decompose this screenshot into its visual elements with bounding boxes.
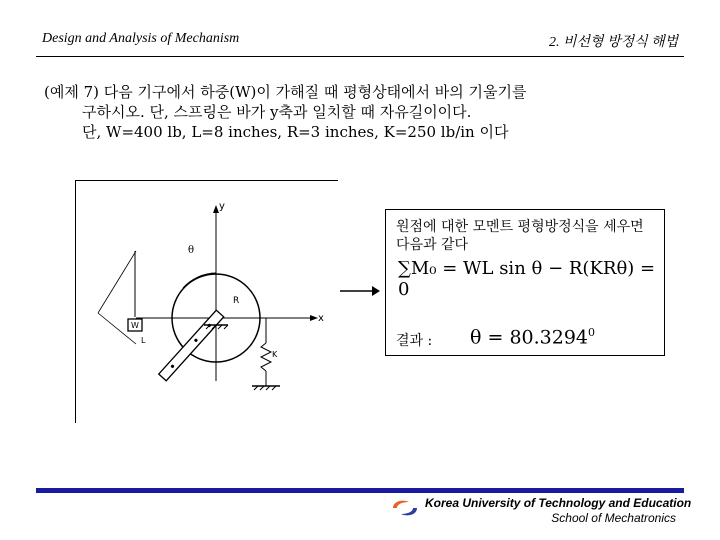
problem-line-2: 구하시오. 단, 스프링은 바가 y축과 일치할 때 자유길이이다. (82, 103, 472, 121)
university-logo-icon (391, 498, 419, 518)
header-course-title: Design and Analysis of Mechanism (42, 31, 240, 46)
result-box (385, 209, 665, 356)
answer-value: θ = 80.3294 (470, 326, 589, 349)
label-theta: θ (188, 245, 195, 256)
x-axis-arrowhead (310, 315, 318, 321)
result-label: 결과 : (396, 333, 433, 349)
theta-arc (183, 273, 216, 288)
result-description: 원점에 대한 모멘트 평형방정식을 세우면 다음과 같다 (396, 219, 644, 253)
label-R: R (233, 296, 240, 306)
bar (159, 310, 224, 381)
problem-line-3: 단, W=400 lb, L=8 inches, R=3 inches, K=250 lb/in 이다 (82, 123, 509, 141)
label-W: W (131, 321, 139, 330)
footer-university: Korea University of Technology and Education (425, 496, 692, 510)
footer-divider (36, 488, 684, 493)
label-x: x (318, 313, 324, 324)
label-L: L (141, 336, 146, 345)
length-extension-line (98, 251, 136, 313)
label-K: K (272, 350, 278, 359)
result-answer (470, 326, 595, 348)
mechanism-diagram (76, 181, 338, 423)
mechanism-figure (75, 180, 338, 423)
problem-line-1: (예제 7) 다음 기구에서 하중(W)이 가해질 때 평형상태에서 바의 기울기를 (44, 83, 527, 101)
problem-statement (44, 82, 527, 142)
answer-degree: 0 (588, 326, 596, 339)
moment-equation: ∑M₀ = WL sin θ − R(KRθ) = 0 (398, 258, 656, 300)
footer-school: School of Mechatronics (551, 511, 676, 525)
header-section-title: 2. 비선형 방정식 해법 (549, 35, 679, 50)
label-y: y (219, 201, 225, 212)
arrow-right-icon (340, 284, 380, 298)
header-divider (36, 56, 684, 57)
